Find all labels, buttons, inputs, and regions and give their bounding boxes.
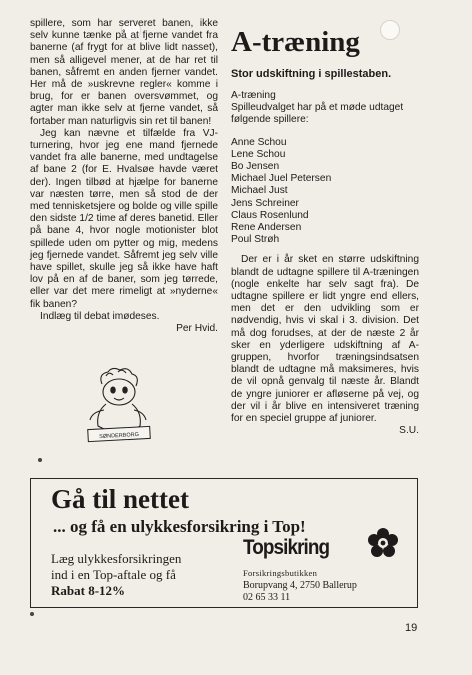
brand-name: Topsikring <box>243 536 330 559</box>
list-item: Bo Jensen <box>231 161 280 173</box>
player-list <box>231 137 419 247</box>
list-item: Poul Strøh <box>231 234 280 246</box>
article-signature: S.U. <box>399 425 419 437</box>
list-item: Rene Andersen <box>231 222 302 234</box>
dot-mark <box>38 458 42 462</box>
list-item: Lene Schou <box>231 148 286 160</box>
ad-copy <box>51 551 251 599</box>
address-line-1: Forsikringsbutikken <box>243 568 318 578</box>
right-column-article <box>231 26 419 437</box>
article-subheadline: Stor udskiftning i spillestaben. <box>231 68 392 80</box>
left-paragraph-2: Jeg kan nævne et tilfælde fra VJ-turnering, hvor jeg ene mand fjernede vandet fra alle banerne, med undtagelse af bane 2 (for E. Hvalsøe havde været der). Ingen tilbød at hjælpe for banerne var næsten tørre, men så stod de der med tennisketsjere og bolde og ville spille den sidste 1/2 time af deres banetid. Eller på bane 4, hvor nogle motionister blot spillede uden om pytter og mig, medens jeg fjernede vandet. Såfremt jeg selv ville have spillet, skulle jeg så ikke have haft lov på en af de baner, som jeg tørrede, eller var det mere rimeligt at »nyderne« fik banen? <box>30 127 219 310</box>
list-item: Claus Rosenlund <box>231 209 309 221</box>
ad-rabat: Rabat 8-12% <box>51 583 126 598</box>
ad-title: Gå til nettet <box>51 484 189 514</box>
advertisement-box <box>30 478 418 608</box>
article-intro <box>231 90 419 127</box>
left-signature: Per Hvid. <box>176 323 218 335</box>
intro-label: A-træning <box>231 90 276 101</box>
cartoon-illustration <box>74 362 164 452</box>
page-number: 19 <box>405 622 418 634</box>
address-line-2: Borupvang 4, 2750 Ballerup <box>243 579 357 591</box>
list-item: Michael Juel Petersen <box>231 173 332 185</box>
phone-number: 02 65 33 11 <box>243 592 291 603</box>
ad-address <box>243 567 357 605</box>
article-headline: A-træning <box>231 26 360 58</box>
dot-mark <box>30 612 34 616</box>
ad-subtitle: ... og få en ulykkesforsikring i Top! <box>53 517 306 536</box>
list-item: Jens Schreiner <box>231 197 299 209</box>
list-item: Michael Just <box>231 185 288 197</box>
flower-logo-icon <box>367 527 399 559</box>
left-paragraph-3: Indlæg til debat imødeses. <box>40 310 160 322</box>
article-body: Der er i år sket en større udskiftning blandt de udtagne spillere til A-træningen (nogle enkelte har selv sagt fra). De udtagne spillere er lidt yngre end ellers, men det er den udvikling som er nødvendig, hvis vi skal i 3. division. Det må dog forudses, at der de næste 2 år sker en yderligere udskiftning af A-gruppen, hvorfor træningsindsatsen blandt de udtagne må maksimeres, hvis de vil opnå genvalg til næste år. Blandt de yngre juniorer er afløserne på vej, og der vil i år blive en intensiveret træning for en speciel gruppe af juniorer. <box>231 254 419 425</box>
ad-line-2: ind i en Top-aftale og få <box>51 567 176 582</box>
intro-text: Spilleudvalget har på et møde udtaget følgende spillere: <box>231 102 404 126</box>
left-column-article <box>30 18 218 335</box>
left-paragraph-1: spillere, som har serveret banen, ikke selv kunne tænke på at fjerne vandet fra banerne (af frygt for at blive lidt nasset), men så alligevel mener, at de har ret til banen, såfremt en anden fjerner vandet. Her må de »uskrevne regler« komme i brug, for er banen oversvømmet, og agter man ikke selv at fjerne vandet, så fortaber man naturligvis sin ret til banen! <box>30 18 218 127</box>
cartoon-sign-text: SØNDERBORG <box>99 431 140 441</box>
ad-line-1: Læg ulykkesforsikringen <box>51 551 182 566</box>
list-item: Anne Schou <box>231 136 287 148</box>
